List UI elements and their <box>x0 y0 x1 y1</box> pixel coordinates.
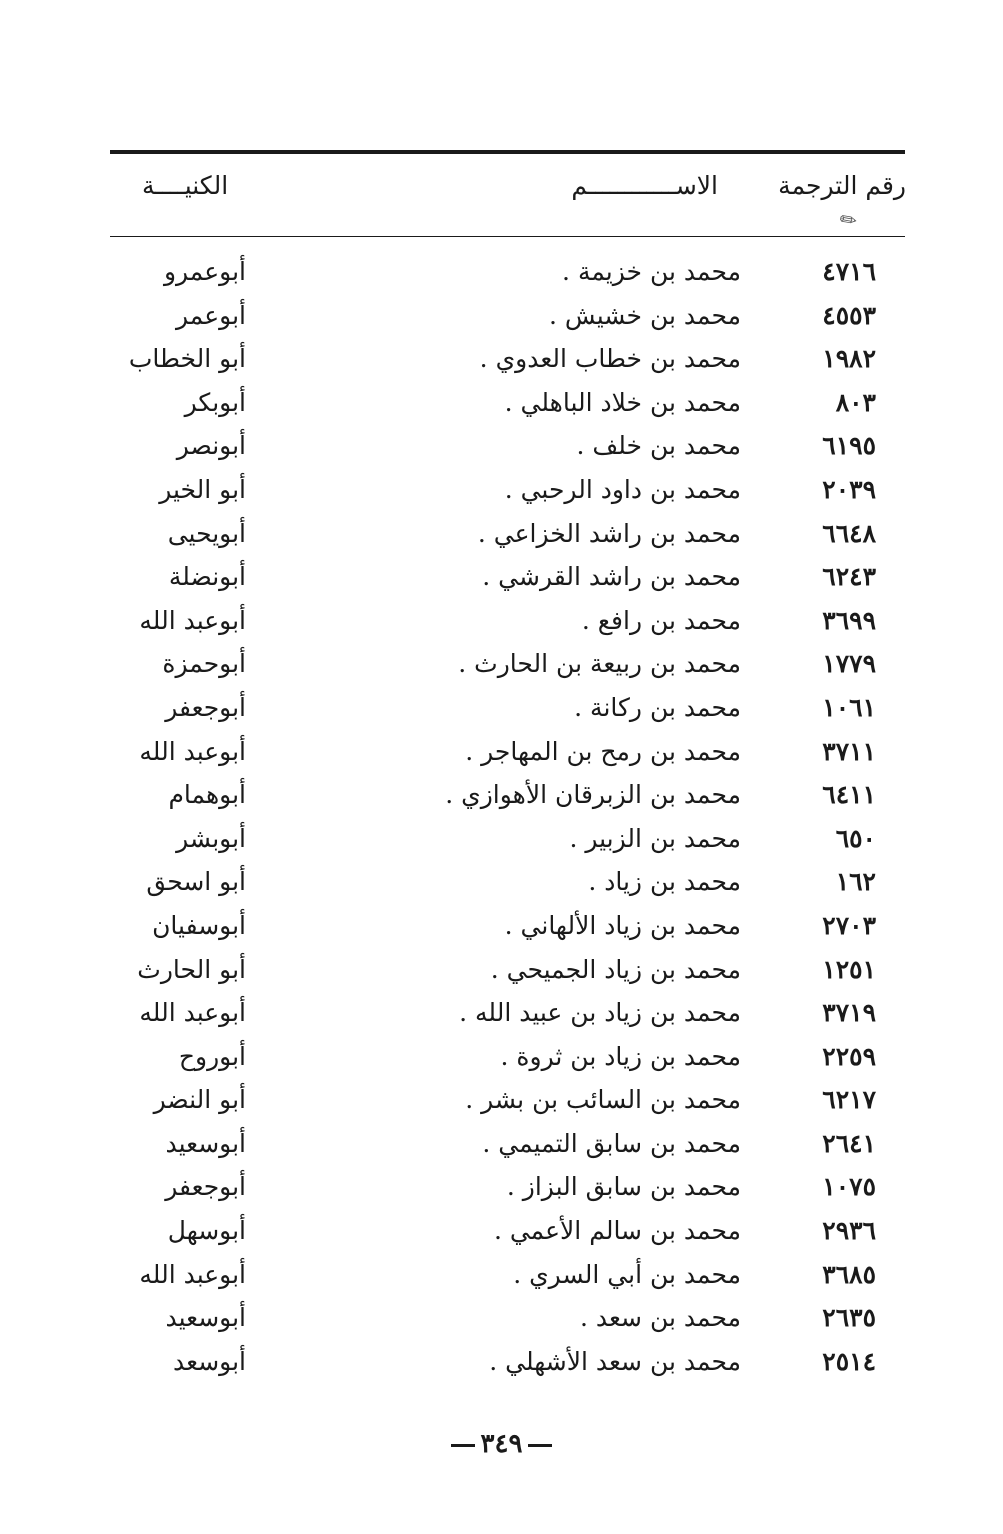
entry-name: محمد بن سالم الأعمي . <box>493 1216 741 1246</box>
entry-number: ٢٢٥٩ <box>822 1041 876 1071</box>
table-row <box>0 948 1003 992</box>
entry-name: محمد بن الزبير . <box>569 823 741 853</box>
header-kunya-label: الكنيــــة <box>142 171 229 200</box>
table-row <box>0 1035 1003 1079</box>
entry-number: ٦١٩٥ <box>822 431 876 461</box>
entry-name: محمد بن زياد الجميحي . <box>490 954 741 984</box>
table-row <box>0 599 1003 643</box>
table-row <box>0 1122 1003 1166</box>
table-row <box>0 860 1003 904</box>
entry-kunya: أبوبكر <box>184 387 246 417</box>
table-row <box>0 686 1003 730</box>
table-row <box>0 991 1003 1035</box>
entry-kunya: أبوسعد <box>173 1346 246 1376</box>
table-row <box>0 250 1003 294</box>
entry-kunya: أبو النضر <box>153 1085 246 1115</box>
entry-kunya: أبوعمر <box>176 300 246 330</box>
entry-name: محمد بن داود الرحبي . <box>504 474 741 504</box>
entry-number: ٦٢١٧ <box>822 1085 876 1115</box>
table-row <box>0 294 1003 338</box>
entry-kunya: أبوهمام <box>168 780 246 810</box>
entry-kunya: أبونصر <box>176 431 246 461</box>
table-row <box>0 904 1003 948</box>
entries-table <box>0 250 1003 1383</box>
entry-number: ٣٦٨٥ <box>822 1259 876 1289</box>
entry-number: ٢٦٣٥ <box>822 1303 876 1333</box>
top-rule <box>110 150 905 154</box>
table-row <box>0 1296 1003 1340</box>
entry-name: محمد بن زياد بن ثروة . <box>500 1041 741 1071</box>
entry-name: محمد بن زياد الألهاني . <box>504 910 741 940</box>
entry-number: ٨٠٣ <box>835 387 876 417</box>
entry-kunya: أبوعمرو <box>163 257 246 286</box>
entry-name: محمد بن خلف . <box>576 431 741 461</box>
table-row <box>0 730 1003 774</box>
entry-number: ٦٦٤٨ <box>822 518 876 548</box>
header-name-label: الاســــــــــــم <box>571 171 718 200</box>
table-row <box>0 1209 1003 1253</box>
entry-name: محمد بن ركانة . <box>574 692 741 722</box>
entry-number: ٤٧١٦ <box>822 257 876 286</box>
entry-number: ١٠٧٥ <box>822 1172 876 1202</box>
entry-number: ١٩٨٢ <box>822 344 876 374</box>
table-row <box>0 1165 1003 1209</box>
entry-number: ٢٧٠٣ <box>822 910 876 940</box>
entry-kunya: أبوعبد الله <box>139 605 246 635</box>
entry-kunya: أبو الخطاب <box>128 344 246 374</box>
pen-mark-icon: ✎ <box>834 205 863 235</box>
entry-name: محمد بن سابق البزاز . <box>506 1172 741 1202</box>
table-row <box>0 381 1003 425</box>
entry-kunya: أبوبشر <box>176 823 246 853</box>
entry-name: محمد بن سابق التميمي . <box>482 1128 741 1158</box>
entry-number: ١٠٦١ <box>822 692 876 722</box>
entry-number: ٣٧١١ <box>822 736 876 766</box>
entry-kunya: أبوسعيد <box>165 1303 246 1333</box>
entry-kunya: أبونضلة <box>168 562 246 592</box>
footer-dash-left <box>528 1444 552 1447</box>
table-row <box>0 773 1003 817</box>
table-row <box>0 817 1003 861</box>
entry-kunya: أبوسهل <box>167 1216 246 1246</box>
table-row <box>0 337 1003 381</box>
entry-name: محمد بن الزبرقان الأهوازي . <box>445 780 741 810</box>
entry-name: محمد بن أبي السري . <box>513 1259 741 1289</box>
entry-kunya: أبو الحارث <box>137 954 246 984</box>
table-row <box>0 1078 1003 1122</box>
table-row <box>0 555 1003 599</box>
table-row <box>0 468 1003 512</box>
entry-kunya: أبويحيى <box>167 518 246 548</box>
entry-name: محمد بن راشد القرشي . <box>482 562 741 592</box>
page-number: ٣٤٩ <box>480 1429 523 1459</box>
table-row <box>0 1253 1003 1297</box>
entry-number: ١٢٥١ <box>822 954 876 984</box>
footer-dash-right <box>451 1444 475 1447</box>
entry-number: ٤٥٥٣ <box>822 300 876 330</box>
entry-name: محمد بن خلاد الباهلي . <box>504 387 741 417</box>
entry-kunya: أبوروح <box>178 1041 246 1071</box>
table-row <box>0 642 1003 686</box>
entry-number: ١٦٢ <box>835 867 876 897</box>
entry-kunya: أبو الخير <box>159 474 246 504</box>
entry-number: ٣٧١٩ <box>822 998 876 1028</box>
header-bottom-rule <box>110 236 905 237</box>
entry-number: ٦٢٤٣ <box>822 562 876 592</box>
entry-number: ٦٤١١ <box>822 780 876 810</box>
entry-kunya: أبوسعيد <box>165 1128 246 1158</box>
entry-kunya: أبوجعفر <box>165 1172 246 1202</box>
entry-number: ١٧٧٩ <box>822 649 876 679</box>
entry-kunya: أبوسفيان <box>152 910 246 940</box>
entry-name: محمد بن زياد . <box>588 867 741 897</box>
entry-name: محمد بن راشد الخزاعي . <box>477 518 741 548</box>
entry-name: محمد بن سعد . <box>579 1303 741 1333</box>
entry-name: محمد بن خطاب العدوي . <box>479 344 741 374</box>
header-number-label: رقم الترجمة <box>778 171 906 200</box>
table-row <box>0 1340 1003 1384</box>
page-footer <box>0 1426 1003 1462</box>
table-row <box>0 512 1003 556</box>
entry-name: محمد بن خزيمة . <box>562 257 741 286</box>
entry-number: ٢٠٣٩ <box>822 474 876 504</box>
entry-name: محمد بن خشيش . <box>548 300 741 330</box>
entry-name: محمد بن السائب بن بشر . <box>465 1085 741 1115</box>
entry-name: محمد بن زياد بن عبيد الله . <box>459 998 741 1028</box>
entry-kunya: أبو اسحق <box>146 867 246 897</box>
entry-number: ٢٥١٤ <box>822 1346 876 1376</box>
entry-kunya: أبوعبد الله <box>139 1259 246 1289</box>
entry-number: ٦٥٠ <box>835 823 876 853</box>
entry-kunya: أبوعبد الله <box>139 998 246 1028</box>
entry-name: محمد بن رمح بن المهاجر . <box>465 736 741 766</box>
table-header <box>0 166 1003 216</box>
entry-number: ٢٩٣٦ <box>822 1216 876 1246</box>
entry-name: محمد بن رافع . <box>581 605 741 635</box>
table-row <box>0 424 1003 468</box>
entry-number: ٣٦٩٩ <box>822 605 876 635</box>
entry-kunya: أبوحمزة <box>162 649 246 679</box>
entry-name: محمد بن ربيعة بن الحارث . <box>458 649 741 679</box>
entry-name: محمد بن سعد الأشهلي . <box>489 1346 741 1376</box>
entry-kunya: أبوعبد الله <box>139 736 246 766</box>
entry-kunya: أبوجعفر <box>165 692 246 722</box>
entry-number: ٢٦٤١ <box>822 1128 876 1158</box>
